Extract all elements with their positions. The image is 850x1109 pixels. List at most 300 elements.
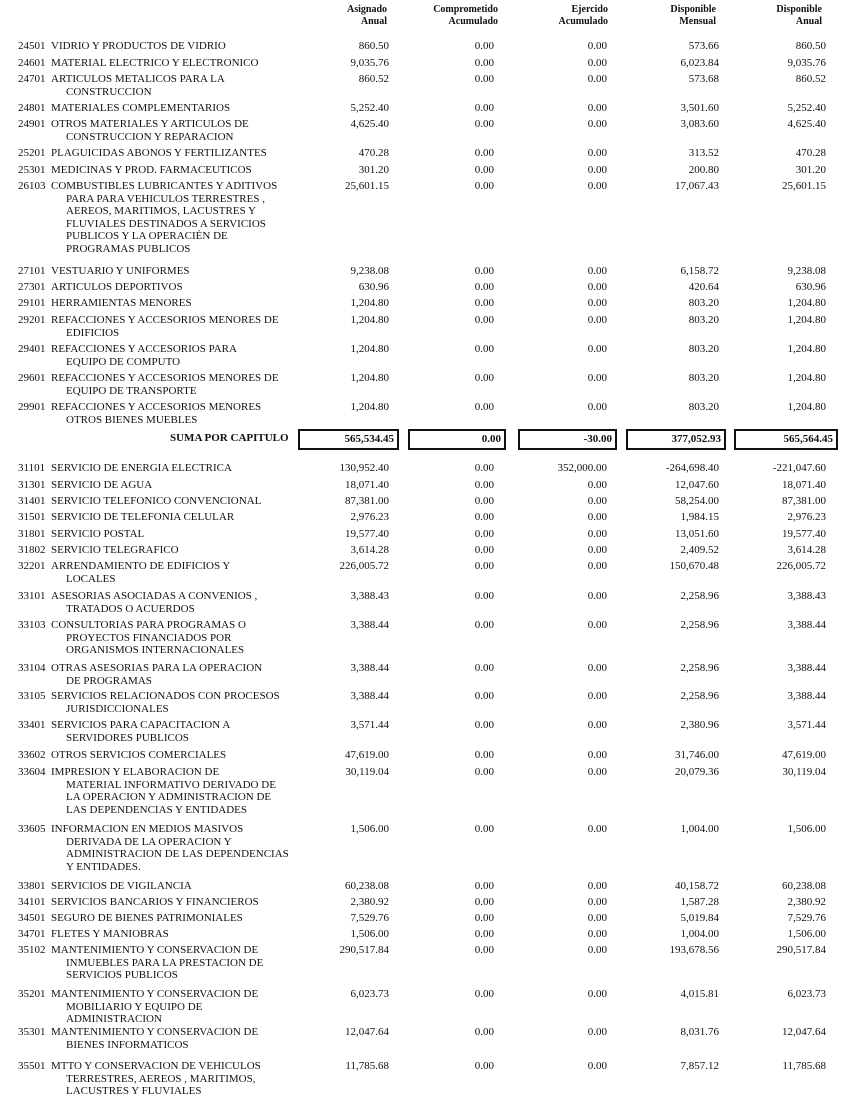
value-asignado: 11,785.68 [345, 1060, 389, 1072]
description-line: SERVICIOS DE VIGILANCIA [51, 880, 192, 892]
value-comprometido: 0.00 [474, 164, 494, 176]
value-disponible-anual: 860.52 [795, 73, 826, 85]
description-line: MANTENIMIENTO Y CONSERVACION DE [51, 988, 259, 1000]
value-ejercido: 0.00 [587, 343, 607, 355]
header-line2: Acumulado [558, 16, 608, 27]
description-line: COMBUSTIBLES LUBRICANTES Y ADITIVOS [51, 180, 278, 192]
value-ejercido: 0.00 [587, 511, 607, 523]
row-code: 33604 [18, 766, 46, 778]
value-comprometido: 0.00 [474, 823, 494, 835]
value-comprometido: 0.00 [474, 1026, 494, 1038]
header-comprometido [410, 4, 498, 28]
description-line: CONSTRUCCION [66, 85, 152, 98]
value-ejercido: 0.00 [587, 944, 607, 956]
value-comprometido: 0.00 [474, 560, 494, 572]
value-comprometido: 0.00 [474, 988, 494, 1000]
value-ejercido: 0.00 [587, 297, 607, 309]
value-asignado: 47,619.00 [345, 749, 389, 761]
value-comprometido: 0.00 [474, 102, 494, 114]
value-disponible-anual: 1,204.80 [787, 401, 826, 413]
value-asignado: 5,252.40 [350, 102, 389, 114]
description-line: SERVICIO TELEFONICO CONVENCIONAL [51, 495, 262, 507]
value-asignado: 12,047.64 [345, 1026, 389, 1038]
description-line: OTRAS ASESORIAS PARA LA OPERACION [51, 662, 263, 674]
value-comprometido: 0.00 [474, 462, 494, 474]
header-line1: Disponible [670, 4, 716, 15]
value-disponible-anual: 860.50 [795, 40, 826, 52]
value-ejercido: 0.00 [587, 102, 607, 114]
value-disponible-mensual: 31,746.00 [675, 749, 719, 761]
row-description [51, 912, 321, 925]
value-disponible-mensual: 3,083.60 [680, 118, 719, 130]
value-disponible-mensual: 200.80 [688, 164, 719, 176]
description-line: SERVICIO TELEGRAFICO [51, 544, 179, 556]
value-disponible-mensual: 7,857.12 [680, 1060, 719, 1072]
value-asignado: 18,071.40 [345, 479, 389, 491]
value-comprometido: 0.00 [474, 372, 494, 384]
value-disponible-mensual: 8,031.76 [680, 1026, 719, 1038]
row-description [51, 880, 321, 893]
row-description [51, 511, 321, 524]
row-description [51, 544, 321, 557]
value-comprometido: 0.00 [474, 57, 494, 69]
row-code: 33104 [18, 662, 46, 674]
description-line: FLETES Y MANIOBRAS [51, 928, 169, 940]
row-code: 33801 [18, 880, 46, 892]
row-code: 27301 [18, 281, 46, 293]
value-ejercido: 0.00 [587, 544, 607, 556]
row-code: 33401 [18, 719, 46, 731]
value-asignado: 130,952.40 [339, 462, 389, 474]
row-description [51, 401, 321, 426]
row-code: 29401 [18, 343, 46, 355]
value-disponible-mensual: 6,158.72 [680, 265, 719, 277]
description-line: LAS DEPENDENCIAS Y ENTIDADES [66, 803, 247, 816]
row-code: 34701 [18, 928, 46, 940]
value-comprometido: 0.00 [474, 281, 494, 293]
value-asignado: 1,204.80 [350, 343, 389, 355]
value-disponible-anual: 30,119.04 [782, 766, 826, 778]
value-ejercido: 0.00 [587, 164, 607, 176]
description-line: MTTO Y CONSERVACION DE VEHICULOS [51, 1060, 261, 1072]
header-line2: Anual [795, 16, 822, 27]
description-line: MOBILIARIO Y EQUIPO DE [66, 1000, 203, 1013]
value-ejercido: 0.00 [587, 1026, 607, 1038]
value-ejercido: 0.00 [587, 719, 607, 731]
value-disponible-anual: 1,506.00 [787, 928, 826, 940]
row-description [51, 619, 321, 657]
value-comprometido: 0.00 [474, 662, 494, 674]
value-asignado: 290,517.84 [339, 944, 389, 956]
value-disponible-anual: 1,506.00 [787, 823, 826, 835]
row-code: 25201 [18, 147, 46, 159]
row-description [51, 560, 321, 585]
description-line: VIDRIO Y PRODUCTOS DE VIDRIO [51, 40, 226, 52]
description-line: SERVICIO DE ENERGIA ELECTRICA [51, 462, 232, 474]
value-ejercido: 0.00 [587, 619, 607, 631]
value-disponible-mensual: 2,380.96 [680, 719, 719, 731]
row-code: 33103 [18, 619, 46, 631]
description-line: ORGANISMOS INTERNACIONALES [66, 644, 245, 656]
value-comprometido: 0.00 [474, 766, 494, 778]
row-description [51, 343, 321, 368]
row-code: 29201 [18, 314, 46, 326]
description-line: MANTENIMIENTO Y CONSERVACION DE [51, 944, 259, 956]
row-description [51, 479, 321, 492]
value-comprometido: 0.00 [474, 265, 494, 277]
header-ejercido [520, 4, 608, 28]
value-disponible-mensual: 17,067.43 [675, 180, 719, 192]
value-comprometido: 0.00 [474, 401, 494, 413]
value-disponible-mensual: 20,079.36 [675, 766, 719, 778]
value-comprometido: 0.00 [474, 880, 494, 892]
value-disponible-mensual: 1,004.00 [680, 823, 719, 835]
value-comprometido: 0.00 [474, 690, 494, 702]
row-code: 31801 [18, 528, 46, 540]
description-line: LOCALES [66, 572, 116, 585]
description-line: EQUIPO DE TRANSPORTE [66, 384, 197, 397]
value-asignado: 3,388.44 [350, 662, 389, 674]
value-comprometido: 0.00 [474, 719, 494, 731]
value-comprometido: 0.00 [474, 343, 494, 355]
value-ejercido: 0.00 [587, 928, 607, 940]
header-line1: Comprometido [433, 4, 498, 15]
value-disponible-anual: 301.20 [795, 164, 826, 176]
description-line: EDIFICIOS [66, 326, 120, 339]
row-code: 32201 [18, 560, 46, 572]
value-asignado: 6,023.73 [350, 988, 389, 1000]
description-line: TERRESTRES, AEREOS , MARITIMOS, [66, 1072, 256, 1085]
value-comprometido: 0.00 [474, 40, 494, 52]
value-comprometido: 0.00 [474, 944, 494, 956]
description-line: OTROS MATERIALES Y ARTICULOS DE [51, 118, 249, 130]
description-line: TRATADOS O ACUERDOS [66, 602, 195, 615]
row-description [51, 690, 321, 715]
value-ejercido: 0.00 [587, 147, 607, 159]
value-ejercido: 0.00 [587, 823, 607, 835]
sum-disponible-mensual: 377,052.93 [626, 429, 726, 450]
description-line: MATERIALES COMPLEMENTARIOS [51, 102, 231, 114]
value-asignado: 25,601.15 [345, 180, 389, 192]
description-line: ARTICULOS METALICOS PARA LA [51, 73, 225, 85]
header-line1: Asignado [346, 4, 387, 15]
value-asignado: 1,204.80 [350, 372, 389, 384]
row-code: 24701 [18, 73, 46, 85]
row-description [51, 180, 321, 255]
value-disponible-anual: 25,601.15 [782, 180, 826, 192]
value-disponible-anual: 3,571.44 [787, 719, 826, 731]
row-description [51, 766, 321, 816]
value-ejercido: 0.00 [587, 766, 607, 778]
description-line: CONSTRUCCION Y REPARACION [66, 130, 234, 143]
description-line: OTROS SERVICIOS COMERCIALES [51, 749, 227, 761]
value-disponible-anual: 6,023.73 [787, 988, 826, 1000]
description-line: DERIVADA DE LA OPERACION Y [66, 835, 232, 848]
value-disponible-anual: 3,388.44 [787, 662, 826, 674]
row-description [51, 944, 321, 982]
value-asignado: 860.50 [358, 40, 389, 52]
description-line: SERVICIO POSTAL [51, 528, 145, 540]
value-disponible-anual: 290,517.84 [776, 944, 826, 956]
row-code: 25301 [18, 164, 46, 176]
value-ejercido: 0.00 [587, 880, 607, 892]
row-description [51, 988, 321, 1026]
value-comprometido: 0.00 [474, 297, 494, 309]
value-asignado: 4,625.40 [350, 118, 389, 130]
description-line: MATERIAL INFORMATIVO DERIVADO DE [66, 778, 276, 791]
value-disponible-mensual: 2,258.96 [680, 590, 719, 602]
value-disponible-mensual: 573.68 [688, 73, 719, 85]
row-code: 35301 [18, 1026, 46, 1038]
header-asignado [325, 4, 387, 28]
row-description [51, 528, 321, 541]
description-line: SERVICIO DE AGUA [51, 479, 153, 491]
value-comprometido: 0.00 [474, 73, 494, 85]
value-ejercido: 0.00 [587, 495, 607, 507]
description-line: PLAGUICIDAS ABONOS Y FERTILIZANTES [51, 147, 267, 159]
row-code: 33605 [18, 823, 46, 835]
value-asignado: 2,976.23 [350, 511, 389, 523]
value-asignado: 87,381.00 [345, 495, 389, 507]
value-comprometido: 0.00 [474, 479, 494, 491]
value-asignado: 3,614.28 [350, 544, 389, 556]
value-disponible-mensual: 5,019.84 [680, 912, 719, 924]
value-disponible-mensual: 803.20 [688, 343, 719, 355]
value-disponible-mensual: 12,047.60 [675, 479, 719, 491]
row-code: 24901 [18, 118, 46, 130]
description-line: FLUVIALES DESTINADOS A SERVICIOS [66, 217, 266, 230]
value-disponible-mensual: 150,670.48 [669, 560, 719, 572]
value-disponible-anual: 12,047.64 [782, 1026, 826, 1038]
row-code: 35102 [18, 944, 46, 956]
value-ejercido: 0.00 [587, 57, 607, 69]
description-line: SERVICIOS BANCARIOS Y FINANCIEROS [51, 896, 259, 908]
header-disponible-mensual [628, 4, 716, 28]
sum-row [18, 427, 834, 451]
value-asignado: 30,119.04 [345, 766, 389, 778]
row-description [51, 297, 321, 310]
value-comprometido: 0.00 [474, 528, 494, 540]
value-ejercido: 0.00 [587, 314, 607, 326]
row-code: 31101 [18, 462, 46, 474]
value-asignado: 9,238.08 [350, 265, 389, 277]
description-line: Y ENTIDADES. [66, 860, 141, 873]
value-disponible-mensual: 420.64 [688, 281, 719, 293]
value-disponible-anual: -221,047.60 [772, 462, 826, 474]
value-disponible-mensual: 58,254.00 [675, 495, 719, 507]
sum-label: SUMA POR CAPITULO [170, 432, 289, 444]
value-asignado: 470.28 [358, 147, 389, 159]
description-line: INFORMACION EN MEDIOS MASIVOS [51, 823, 244, 835]
row-code: 35201 [18, 988, 46, 1000]
description-line: ASESORIAS ASOCIADAS A CONVENIOS , [51, 590, 258, 602]
description-line: SEGURO DE BIENES PATRIMONIALES [51, 912, 243, 924]
description-line: CONSULTORIAS PARA PROGRAMAS O [51, 619, 246, 631]
value-disponible-anual: 87,381.00 [782, 495, 826, 507]
value-comprometido: 0.00 [474, 180, 494, 192]
row-description [51, 662, 321, 687]
row-code: 34501 [18, 912, 46, 924]
value-asignado: 1,506.00 [350, 928, 389, 940]
description-line: HERRAMIENTAS MENORES [51, 297, 192, 309]
value-ejercido: 0.00 [587, 662, 607, 674]
description-line: OTROS BIENES MUEBLES [66, 413, 198, 426]
description-line: SERVICIO DE TELEFONIA CELULAR [51, 511, 235, 523]
row-code: 33101 [18, 590, 46, 602]
value-disponible-anual: 9,238.08 [787, 265, 826, 277]
value-disponible-anual: 226,005.72 [776, 560, 826, 572]
row-description [51, 147, 321, 160]
row-code: 24801 [18, 102, 46, 114]
row-code: 29901 [18, 401, 46, 413]
value-disponible-mensual: -264,698.40 [665, 462, 719, 474]
value-disponible-mensual: 2,409.52 [680, 544, 719, 556]
value-ejercido: 0.00 [587, 528, 607, 540]
value-comprometido: 0.00 [474, 544, 494, 556]
value-ejercido: 0.00 [587, 896, 607, 908]
value-disponible-anual: 1,204.80 [787, 314, 826, 326]
description-line: MEDICINAS Y PROD. FARMACEUTICOS [51, 164, 252, 176]
value-ejercido: 0.00 [587, 73, 607, 85]
value-ejercido: 0.00 [587, 560, 607, 572]
row-description [51, 896, 321, 909]
header-line1: Ejercido [571, 4, 608, 15]
value-ejercido: 0.00 [587, 1060, 607, 1072]
header-line1: Disponible [776, 4, 822, 15]
row-description [51, 823, 321, 873]
description-line: LA OPERACION Y ADMINISTRACION DE [66, 791, 272, 803]
value-asignado: 1,204.80 [350, 401, 389, 413]
description-line: ADMINISTRACION DE LAS DEPENDENCIAS [66, 848, 289, 860]
value-asignado: 1,204.80 [350, 314, 389, 326]
description-line: AEREOS, MARITIMOS, LACUSTRES Y [66, 205, 256, 217]
value-asignado: 7,529.76 [350, 912, 389, 924]
value-ejercido: 0.00 [587, 118, 607, 130]
row-description [51, 265, 321, 278]
value-disponible-anual: 470.28 [795, 147, 826, 159]
value-disponible-anual: 5,252.40 [787, 102, 826, 114]
value-disponible-mensual: 4,015.81 [680, 988, 719, 1000]
row-code: 31401 [18, 495, 46, 507]
description-line: INMUEBLES PARA LA PRESTACION DE [66, 956, 264, 969]
value-disponible-mensual: 6,023.84 [680, 57, 719, 69]
row-description [51, 164, 321, 177]
value-disponible-anual: 3,388.44 [787, 690, 826, 702]
row-code: 24501 [18, 40, 46, 52]
row-code: 31301 [18, 479, 46, 491]
value-comprometido: 0.00 [474, 749, 494, 761]
value-ejercido: 0.00 [587, 988, 607, 1000]
value-ejercido: 0.00 [587, 912, 607, 924]
value-asignado: 1,204.80 [350, 297, 389, 309]
row-code: 24601 [18, 57, 46, 69]
value-disponible-anual: 2,976.23 [787, 511, 826, 523]
value-comprometido: 0.00 [474, 495, 494, 507]
description-line: ADMINISTRACION [66, 1013, 162, 1025]
value-disponible-anual: 47,619.00 [782, 749, 826, 761]
value-disponible-anual: 2,380.92 [787, 896, 826, 908]
header-disponible-anual [736, 4, 822, 28]
value-ejercido: 352,000.00 [557, 462, 607, 474]
row-description [51, 590, 321, 615]
value-disponible-anual: 630.96 [795, 281, 826, 293]
value-disponible-mensual: 40,158.72 [675, 880, 719, 892]
value-disponible-mensual: 13,051.60 [675, 528, 719, 540]
value-asignado: 19,577.40 [345, 528, 389, 540]
row-description [51, 1060, 321, 1098]
description-line: MANTENIMIENTO Y CONSERVACION DE [51, 1026, 259, 1038]
header-line2: Mensual [679, 16, 716, 27]
value-comprometido: 0.00 [474, 619, 494, 631]
row-description [51, 118, 321, 143]
value-disponible-anual: 3,388.44 [787, 619, 826, 631]
sum-disponible-anual: 565,564.45 [734, 429, 838, 450]
row-description [51, 719, 321, 744]
row-description [51, 372, 321, 397]
row-description [51, 102, 321, 115]
sum-ejercido: -30.00 [518, 429, 617, 450]
value-disponible-anual: 9,035.76 [787, 57, 826, 69]
value-ejercido: 0.00 [587, 401, 607, 413]
row-code: 27101 [18, 265, 46, 277]
row-code: 31802 [18, 544, 46, 556]
description-line: REFACCIONES Y ACCESORIOS MENORES [51, 401, 262, 413]
value-disponible-mensual: 2,258.96 [680, 662, 719, 674]
value-disponible-mensual: 573.66 [688, 40, 719, 52]
value-disponible-anual: 1,204.80 [787, 297, 826, 309]
value-disponible-mensual: 1,587.28 [680, 896, 719, 908]
value-comprometido: 0.00 [474, 147, 494, 159]
description-line: PROGRAMAS PUBLICOS [66, 242, 191, 255]
value-asignado: 860.52 [358, 73, 389, 85]
value-disponible-anual: 60,238.08 [782, 880, 826, 892]
value-disponible-mensual: 803.20 [688, 401, 719, 413]
row-code: 34101 [18, 896, 46, 908]
description-line: EQUIPO DE COMPUTO [66, 355, 181, 368]
row-code: 29101 [18, 297, 46, 309]
value-comprometido: 0.00 [474, 1060, 494, 1072]
row-description [51, 40, 321, 53]
description-line: MATERIAL ELECTRICO Y ELECTRONICO [51, 57, 259, 69]
description-line: REFACCIONES Y ACCESORIOS MENORES DE [51, 314, 279, 326]
value-disponible-mensual: 313.52 [688, 147, 719, 159]
value-disponible-anual: 1,204.80 [787, 343, 826, 355]
value-ejercido: 0.00 [587, 180, 607, 192]
value-ejercido: 0.00 [587, 265, 607, 277]
description-line: REFACCIONES Y ACCESORIOS PARA [51, 343, 237, 355]
value-comprometido: 0.00 [474, 511, 494, 523]
description-line: BIENES INFORMATICOS [66, 1038, 189, 1051]
value-asignado: 1,506.00 [350, 823, 389, 835]
description-line: IMPRESION Y ELABORACION DE [51, 766, 220, 778]
value-ejercido: 0.00 [587, 690, 607, 702]
value-asignado: 301.20 [358, 164, 389, 176]
value-disponible-anual: 1,204.80 [787, 372, 826, 384]
header-line2: Acumulado [448, 16, 498, 27]
row-description [51, 749, 321, 762]
value-asignado: 2,380.92 [350, 896, 389, 908]
row-description [51, 495, 321, 508]
value-disponible-mensual: 2,258.96 [680, 690, 719, 702]
row-description [51, 281, 321, 294]
value-asignado: 3,388.44 [350, 690, 389, 702]
value-asignado: 630.96 [358, 281, 389, 293]
value-disponible-anual: 4,625.40 [787, 118, 826, 130]
row-code: 31501 [18, 511, 46, 523]
description-line: REFACCIONES Y ACCESORIOS MENORES DE [51, 372, 279, 384]
row-description [51, 57, 321, 70]
value-comprometido: 0.00 [474, 314, 494, 326]
